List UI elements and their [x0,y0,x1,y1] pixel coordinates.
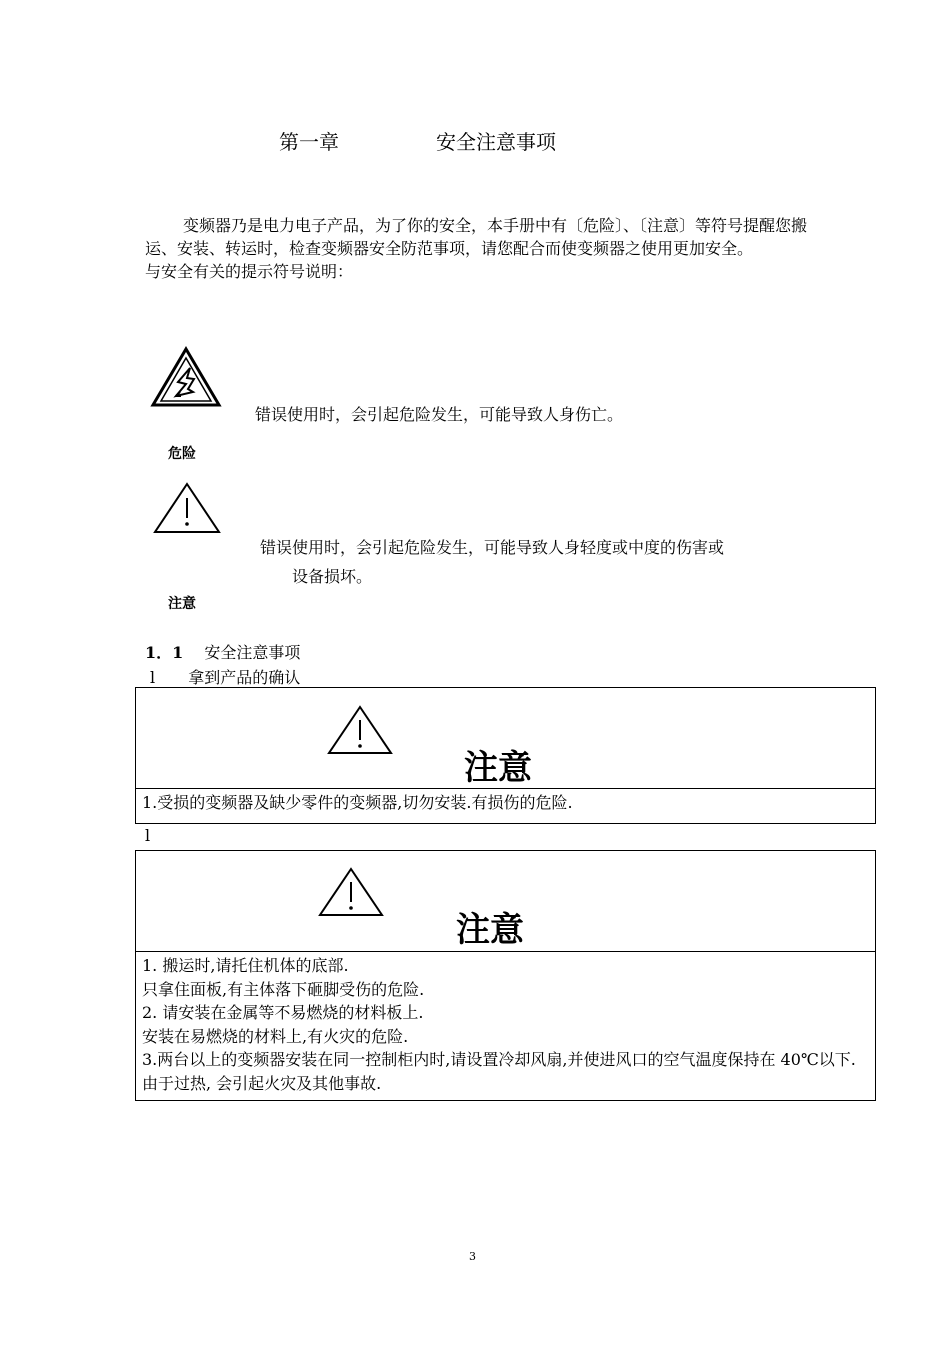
section-title: 安全注意事项 [204,643,301,662]
caution-description-line1: 错误使用时，会引起危险发生，可能导致人身轻度或中度的伤害或 [260,538,725,557]
caution-box-2 [135,850,876,1101]
caution-box-2-header [136,851,875,952]
caution-label: 注意 [168,596,196,612]
chapter-number: 第一章 [279,130,339,154]
danger-label: 危险 [168,446,196,462]
caution-box-2-label: 注意 [456,910,524,950]
danger-description: 错误使用时，会引起危险发生，可能导致人身伤亡。 [255,405,624,424]
subheading-text: 拿到产品的确认 [188,668,301,687]
caution-box-1 [135,687,876,824]
bullet-marker: l [150,668,156,687]
caution-box-1-header [136,688,875,789]
caution-box-1-line: 1.受损的变频器及缺少零件的变频器,切勿安装.有损伤的危险. [142,793,573,812]
bullet-marker: l [145,826,151,845]
section-number: 1．1 [145,643,184,662]
symbols-heading: 与安全有关的提示符号说明： [145,262,354,281]
page-number: 3 [469,1250,476,1263]
intro-section [145,214,810,283]
intro-paragraph: 变频器乃是电力电子产品，为了你的安全，本手册中有〔危险〕、〔注意〕等符号提醒您搬运、安装、转运时，检查变频器安全防范事项，请您配合而使变频器之使用更加安全。 [145,216,808,258]
caution-box-1-label: 注意 [464,748,532,788]
caution-box-2-line: 安装在易燃烧的材料上,有火灾的危险. [142,1026,409,1046]
electric-shock-warning-icon [150,346,222,408]
chapter-title-text: 安全注意事项 [436,130,556,154]
caution-description-line2: 设备损坏。 [292,567,373,586]
caution-box-2-line: 1. 搬运时,请托住机体的底部. [142,956,349,975]
caution-triangle-icon [317,866,385,918]
caution-box-2-body [136,952,875,1098]
caution-triangle-icon [326,704,394,756]
caution-box-2-line: 只拿住面板,有主体落下砸脚受伤的危险. [142,979,425,999]
caution-box-1-body [136,789,875,818]
caution-box-2-line: 3.两台以上的变频器安装在同一控制柜内时,请设置冷却风扇,并使进风口的空气温度保持在 40℃以下. 由于过热, 会引起火灾及其他事故. [142,1050,856,1093]
caution-box-2-line: 2. 请安装在金属等不易燃烧的材料板上. [142,1003,424,1022]
section-heading [145,640,300,663]
subheading [150,665,300,688]
caution-triangle-icon [152,481,222,535]
